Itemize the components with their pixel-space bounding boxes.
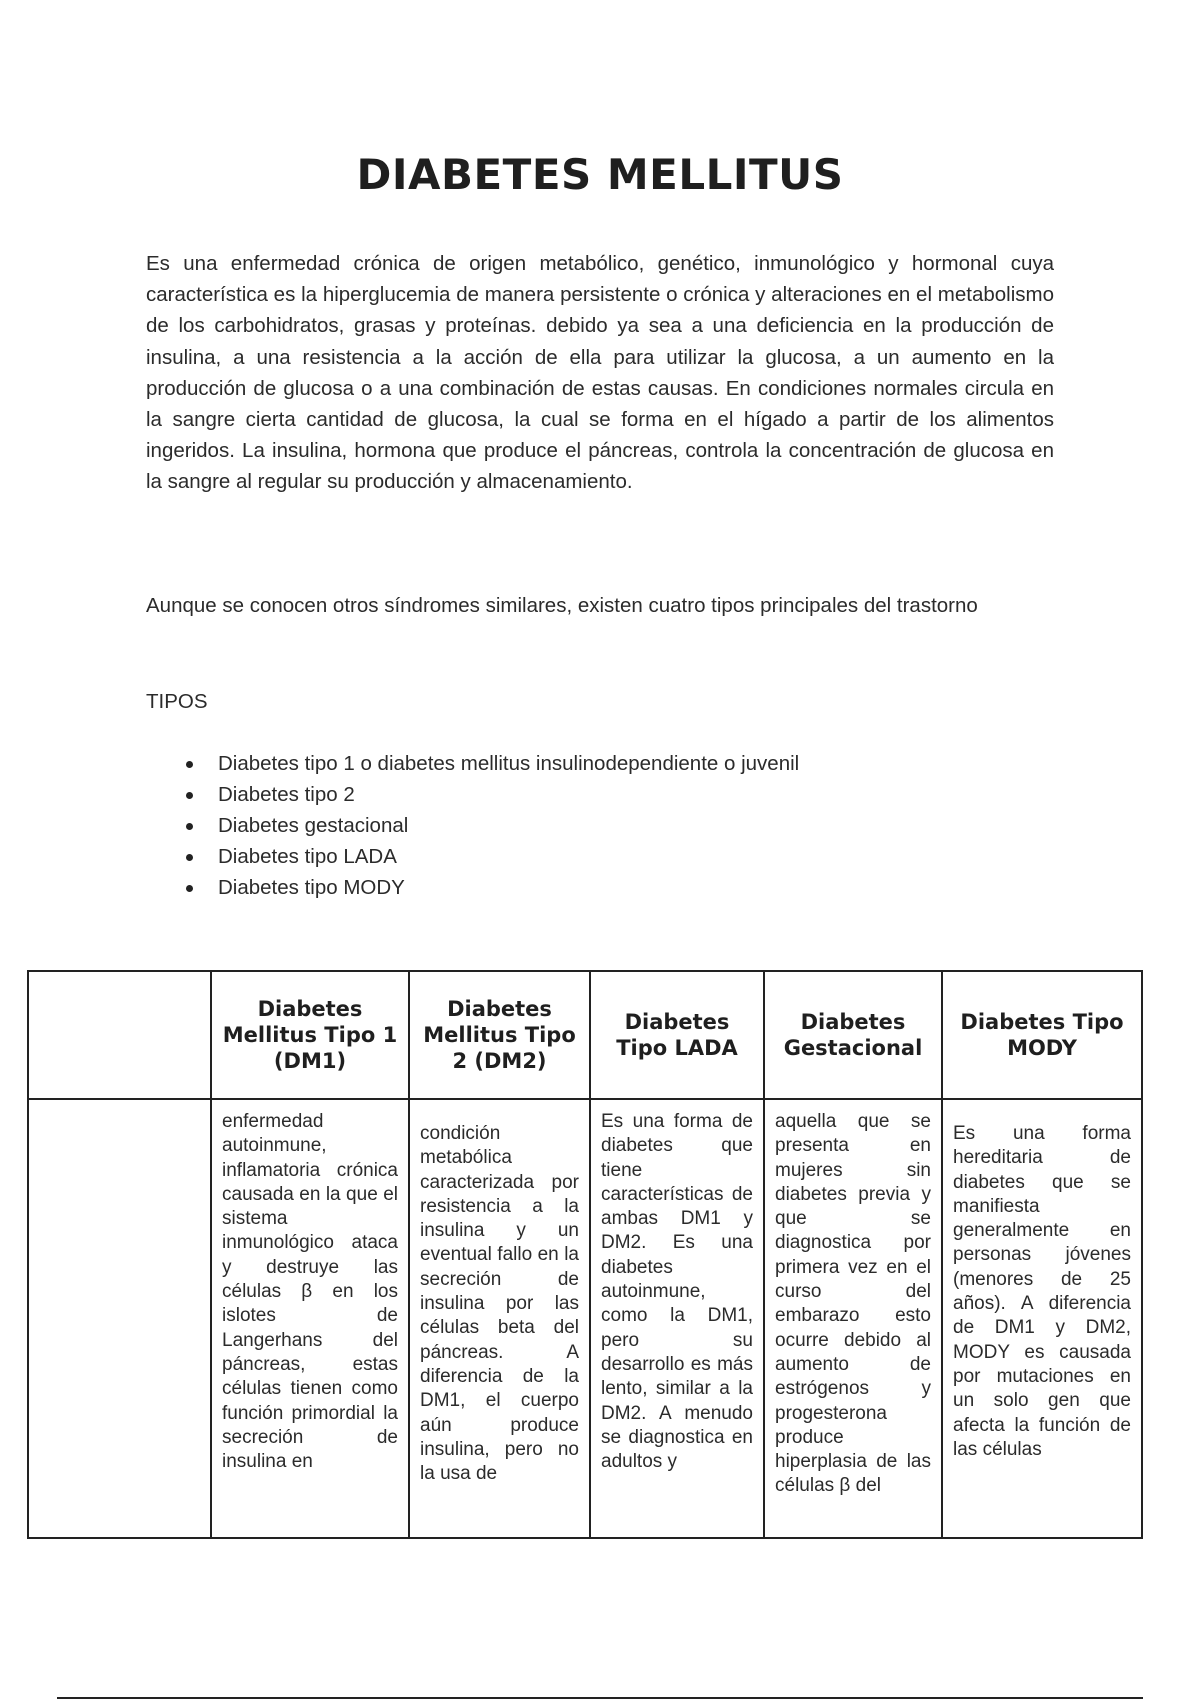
list-item: Diabetes tipo LADA [146,841,799,872]
table-cell-dm2: condición metabólica caracterizada por resistencia a la insulina y un eventual fallo en la secreción de insulina por las células beta del páncreas. A diferencia de la DM1, el cuerpo aún produce insulina, pero no la usa de [409,1099,590,1538]
footer-divider [57,1697,1143,1699]
types-intro-paragraph: Aunque se conocen otros síndromes similares, existen cuatro tipos principales del trastorno [146,594,978,617]
table-cell-dm1: enfermedad autoinmune, inflamatoria crónica causada en la que el sistema inmunológico ataca y destruye las células β en los islotes de Langerhans del páncreas, estas células tienen como función primordial la secreción de insulina en [211,1099,409,1538]
table-row [28,1099,1142,1538]
list-item: Diabetes tipo 1 o diabetes mellitus insulinodependiente o juvenil [146,748,799,779]
table-cell-lada: Es una forma de diabetes que tiene características de ambas DM1 y DM2. Es una diabetes autoinmune, como la DM1, pero su desarrollo es más lento, similar a la DM2. A menudo se diagnostica en adultos y [590,1099,764,1538]
intro-paragraph: Es una enfermedad crónica de origen metabólico, genético, inmunológico y hormonal cuya característica es la hiperglucemia de manera persistente o crónica y alteraciones en el metabolismo de los carbohidratos, grasas y proteínas. debido ya sea a una deficiencia en la producción de insulina, a una resistencia a la acción de ella para utilizar la glucosa, a un aumento en la producción de glucosa o a una combinación de estas causas. En condiciones normales circula en la sangre cierta cantidad de glucosa, la cual se forma en el hígado a partir de los alimentos ingeridos. La insulina, hormona que produce el páncreas, controla la concentración de glucosa en la sangre al regular su producción y almacenamiento. [146,252,1054,494]
table-header-row [28,971,1142,1099]
document-title: DIABETES MELLITUS [356,150,844,199]
types-list [146,748,799,903]
table-cell-empty [28,1099,211,1538]
table-header-mody: Diabetes Tipo MODY [942,971,1142,1099]
list-item: Diabetes gestacional [146,810,799,841]
list-item: Diabetes tipo MODY [146,872,799,903]
table-header-empty [28,971,211,1099]
list-item: Diabetes tipo 2 [146,779,799,810]
table-cell-gestacional: aquella que se presenta en mujeres sin diabetes previa y que se diagnostica por primera vez en el curso del embarazo esto ocurre debido al aumento de estrógenos y progesterona produce hiperplasia de las células β del [764,1099,942,1538]
comparison-table [27,970,1143,1539]
table-header-dm1: Diabetes Mellitus Tipo 1 (DM1) [211,971,409,1099]
table-header-lada: Diabetes Tipo LADA [590,971,764,1099]
table-header-gestacional: Diabetes Gestacional [764,971,942,1099]
table-cell-mody: Es una forma hereditaria de diabetes que se manifiesta generalmente en personas jóvenes (menores de 25 años). A diferencia de DM1 y DM2, MODY es causada por mutaciones en un solo gen que afecta la función de las células [942,1099,1142,1538]
table-header-dm2: Diabetes Mellitus Tipo 2 (DM2) [409,971,590,1099]
types-heading: TIPOS [146,690,208,713]
